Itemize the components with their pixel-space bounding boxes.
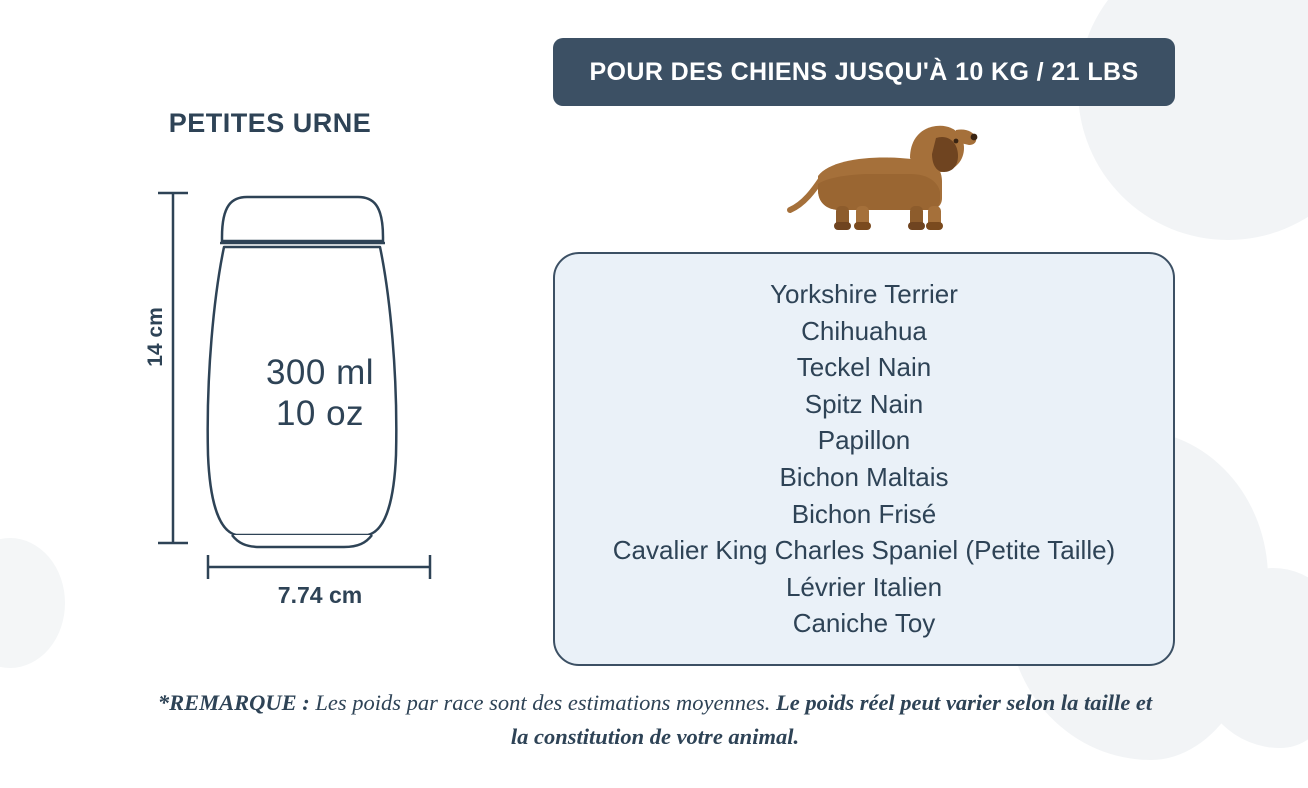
- urn-width-label: 7.74 cm: [277, 582, 363, 608]
- footnote-bold: Le poids réel peut varier selon la taille et la constitution de votre animal.: [510, 690, 1153, 749]
- urn-capacity-ml: 300 ml: [265, 353, 375, 392]
- breed-item: Bichon Frisé: [791, 498, 937, 529]
- breed-list-panel: [553, 252, 1175, 666]
- weight-banner-label: POUR DES CHIENS JUSQU'À 10 KG / 21 LBS: [589, 57, 1139, 86]
- urn-title: PETITES URNE: [168, 108, 372, 138]
- breed-item: Cavalier King Charles Spaniel (Petite Taille): [612, 535, 1116, 566]
- breed-item: Teckel Nain: [796, 352, 932, 383]
- footnote-lead: *REMARQUE :: [157, 690, 310, 715]
- weight-banner: [553, 38, 1175, 106]
- urn-height-label: 14 cm: [143, 307, 167, 367]
- breed-item: Bichon Maltais: [779, 462, 949, 492]
- breed-item: Lévrier Italien: [785, 571, 943, 602]
- footnote-normal: Les poids par race sont des estimations moyennes.: [309, 690, 776, 715]
- urn-capacity: [185, 352, 455, 435]
- footnote: [150, 686, 1160, 754]
- breed-item: Spitz Nain: [804, 388, 924, 419]
- urn-capacity-oz: 10 oz: [275, 394, 365, 434]
- breed-item: Papillon: [817, 425, 911, 456]
- background-blob: [1078, 0, 1308, 240]
- urn-diagram-section: [0, 0, 540, 788]
- breed-item: Yorkshire Terrier: [770, 279, 958, 310]
- dachshund-icon: [760, 112, 980, 242]
- breed-item: Chihuahua: [801, 315, 927, 346]
- breed-item: Caniche Toy: [792, 608, 936, 639]
